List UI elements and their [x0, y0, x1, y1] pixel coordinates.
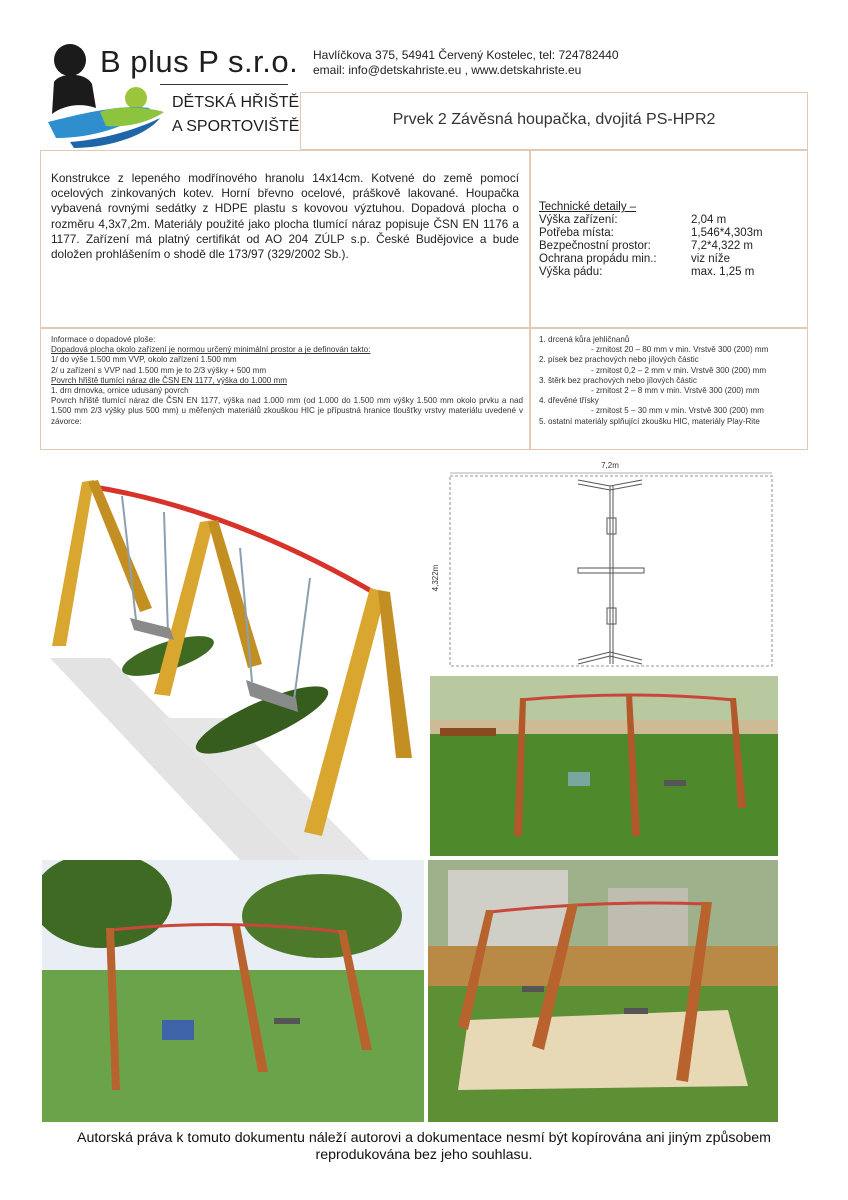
swing-chain: [164, 512, 168, 634]
info-line: 1/ do výše 1.500 mm VVP, okolo zařízení 1.500 mm: [51, 355, 237, 365]
frame-leg: [154, 520, 214, 696]
info-line: Informace o dopadové ploše:: [51, 335, 156, 344]
frame-leg: [378, 590, 412, 758]
info-line: Povrch hřiště tlumící náraz dle ČSN EN 1177, výška nad 1.000 mm (od 1.000 do 1.500 mm výšky 1.500 mm okolo prvku a nad 1.500 mm 2/3 výšky plus 500 mm) u měřených materiálů zkouškou HIC je přípustná hranice tloušťky vrstvy materiálu uvedené v závorce:: [51, 396, 523, 426]
tech-row: [539, 266, 754, 278]
product-title: Prvek 2 Závěsná houpačka, dvojitá PS-HPR2: [392, 111, 716, 128]
logo-body-black: [52, 75, 96, 114]
plan-seat: [607, 518, 616, 534]
logo-head-green: [125, 87, 147, 109]
technical-details-heading: Technické detaily –: [539, 201, 637, 213]
info-line: Povrch hřiště tlumící náraz dle ČSN EN 1177, výška do 1.000 mm: [51, 375, 288, 385]
material-item: 1. drcená kůra jehličnanů: [539, 335, 630, 344]
artificial-grass: [430, 734, 778, 856]
frame-leg: [88, 480, 152, 612]
bench: [440, 728, 496, 736]
tech-row: [539, 214, 726, 226]
tech-value: max. 1,25 m: [691, 266, 755, 278]
info-line: 1. drn drnovka, ornice udusaný povrch: [51, 386, 189, 396]
company-name: B plus P s.r.o.: [100, 44, 299, 79]
frame-top: [578, 480, 642, 486]
photo-seat: [274, 1018, 300, 1024]
frame-leg: [52, 480, 94, 646]
material-detail: - zrnitost 5 – 30 mm v min. Vrstvě 300 (200) mm: [591, 406, 764, 416]
frame-leg: [208, 520, 262, 668]
address-line: Havlíčkova 375, 54941 Červený Kostelec, tel: 724782440: [313, 48, 619, 62]
frame-leg: [304, 588, 386, 836]
material-item: 3. štěrk bez prachových nebo jílových částic: [539, 375, 697, 385]
company-tagline-line2: A SPORTOVIŠTĚ: [172, 118, 300, 135]
photo-sky: [430, 676, 778, 726]
contact-block: [313, 48, 619, 78]
tree: [242, 874, 402, 958]
plan-width-label: 7,2m: [601, 461, 619, 470]
product-description: Konstrukce z lepeného modřínového hranolu 14x14cm. Kotvené do země pomocí ocelových zinkovaných kotev. Horní břevno ocelové, práškově lakované. Houpačka vybavená rovnými sedátky z HDPE plastu s kovovou výztuhou. Dopadová plocha o rozměru 4,3x7,2m. Materiály použité jako plocha tlumící náraz popisuje ČSN EN 1176 a 1177. Zařízení má platný certifikát od AO 204 ZÚLP s.p. České Budějovice a bude doložen prohlášením o shodě dle 173/97 (329/2002 Sb.).: [51, 171, 519, 262]
building: [608, 888, 688, 948]
material-item: 4. dřevěné třísky: [539, 396, 599, 406]
tech-label: Výška pádu:: [539, 266, 603, 278]
photo-seat: [624, 1008, 648, 1014]
email-line: email: info@detskahriste.eu , www.detskahriste.eu: [313, 63, 582, 77]
materials-list: [539, 335, 803, 427]
title-box: [300, 92, 808, 150]
tech-row: [539, 240, 753, 252]
tech-label: Ochrana propádu min.:: [539, 253, 657, 265]
company-tagline-line1: DĚTSKÁ HŘIŠTĚ: [172, 94, 300, 111]
copyright-notice: [0, 1130, 848, 1164]
tech-row: [539, 227, 763, 239]
impact-area-info: [51, 335, 523, 427]
technical-details-box: [530, 150, 808, 328]
info-line: Dopadová plocha okolo zařízení je normou určený minimální prostor a je definován takto:: [51, 345, 371, 355]
tech-value: viz níže: [691, 253, 730, 265]
logo-divider: [160, 84, 288, 85]
material-detail: - zrnitost 2 – 8 mm v min. Vrstvě 300 (200) mm: [591, 386, 760, 396]
tech-label: Potřeba místa:: [539, 227, 614, 239]
installation-photo-3: [428, 860, 778, 1122]
tech-label: Bezpečnostní prostor:: [539, 240, 651, 252]
material-item: 2. písek bez prachových nebo jílových částic: [539, 355, 699, 365]
info-line: 2/ u zařízení s VVP nad 1.500 mm je to 2/3 výšky + 500 mm: [51, 365, 267, 375]
copyright-line: reprodukována bez jeho souhlasu.: [315, 1147, 533, 1163]
impact-area-info-box: [40, 328, 530, 450]
photo-seat: [664, 780, 686, 786]
plan-seat: [607, 608, 616, 624]
installation-photo-1: [430, 676, 778, 856]
photo-seat: [568, 772, 590, 786]
tech-label: Výška zařízení:: [539, 214, 618, 226]
tech-row: [539, 253, 730, 265]
material-detail: - zrnitost 0,2 – 2 mm v min. Vrstvě 300 (200) mm: [591, 365, 767, 375]
plan-depth-label: 4,322m: [431, 564, 440, 592]
safety-area-plan: [430, 458, 780, 673]
frame-middle: [578, 568, 644, 573]
safety-area-outline: [450, 476, 772, 666]
tech-value: 2,04 m: [691, 214, 727, 226]
photo-seat: [522, 986, 544, 992]
logo-head-black: [54, 44, 86, 76]
installation-photo-2: [42, 860, 424, 1122]
materials-box: [530, 328, 808, 450]
material-detail: - zrnitost 20 – 80 mm v min. Vrstvě 300 (200) mm: [591, 345, 769, 355]
photo-seat: [162, 1020, 194, 1040]
swing-render-image: [40, 468, 420, 860]
copyright-line: Autorská práva k tomuto dokumentu náleží autorovi a dokumentace nesmí být kopírována ani jiným způsobem: [77, 1130, 771, 1146]
sand-area: [458, 1010, 748, 1090]
tech-value: 7,2*4,322 m: [691, 240, 754, 252]
description-box: [40, 150, 530, 328]
material-item: 5. ostatní materiály splňující zkoušku HIC, materiály Play-Rite: [539, 416, 760, 426]
tech-value: 1,546*4,303m: [691, 227, 763, 239]
swing-chain: [294, 578, 310, 700]
